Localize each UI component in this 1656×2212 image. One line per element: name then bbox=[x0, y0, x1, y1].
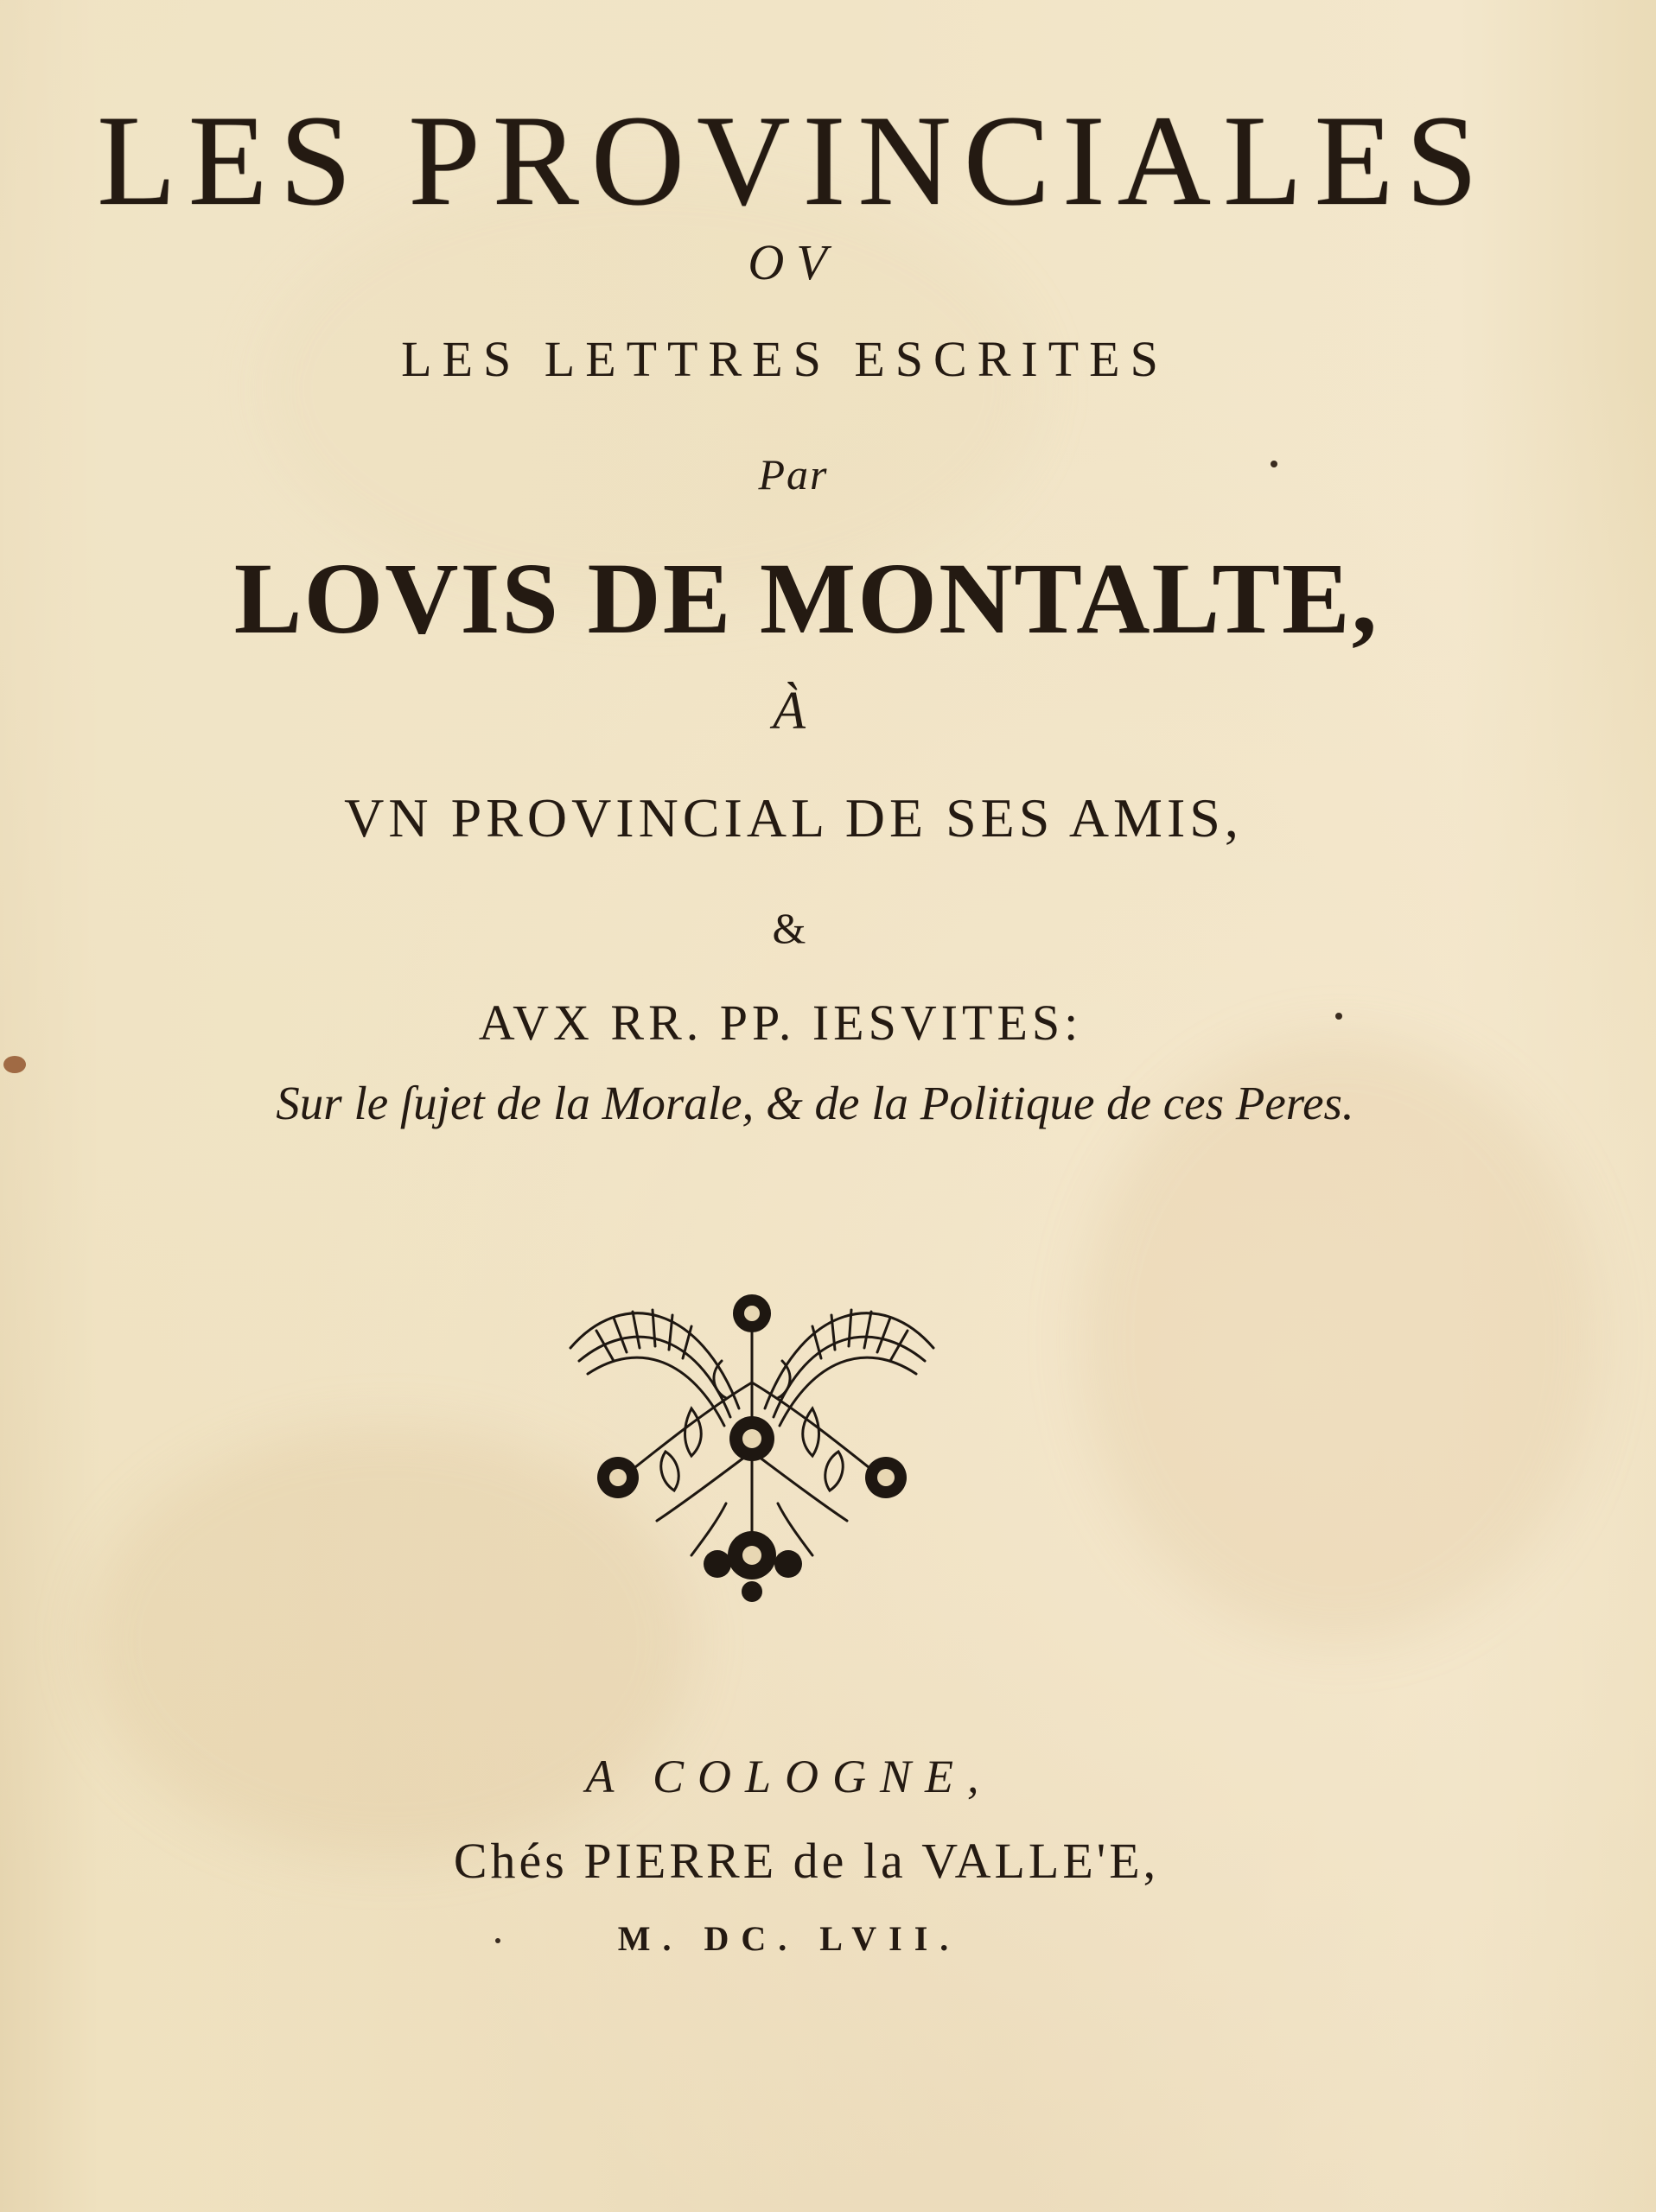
place-of-publication: A COLOGNE, bbox=[585, 1751, 993, 1802]
subject-line: Sur le ſujet de la Morale, & de la Politique de ces Peres. bbox=[276, 1077, 1354, 1129]
printer-line: Chés PIERRE de la VALLE'E, bbox=[453, 1833, 1160, 1889]
ink-speck bbox=[1271, 461, 1277, 467]
floral-ornament-icon bbox=[553, 1279, 951, 1607]
jesuits-line: AVX RR. PP. IESVITES: bbox=[478, 995, 1083, 1051]
edge-stain bbox=[3, 1056, 26, 1073]
par-text: Par bbox=[758, 450, 829, 499]
ink-speck bbox=[1335, 1013, 1342, 1020]
a-accent-text: À bbox=[773, 682, 806, 741]
recipient-line: VN PROVINCIAL DE SES AMIS, bbox=[344, 787, 1243, 849]
ink-speck bbox=[495, 1938, 500, 1943]
publication-year: M. DC. LVII. bbox=[617, 1919, 961, 1958]
author-name: LOVIS DE MONTALTE, bbox=[233, 542, 1379, 655]
ou-conjunction: OV bbox=[748, 234, 839, 290]
ampersand: & bbox=[772, 904, 806, 952]
subtitle: LES LETTRES ESCRITES bbox=[401, 331, 1169, 387]
book-title: LES PROVINCIALES bbox=[97, 89, 1490, 232]
